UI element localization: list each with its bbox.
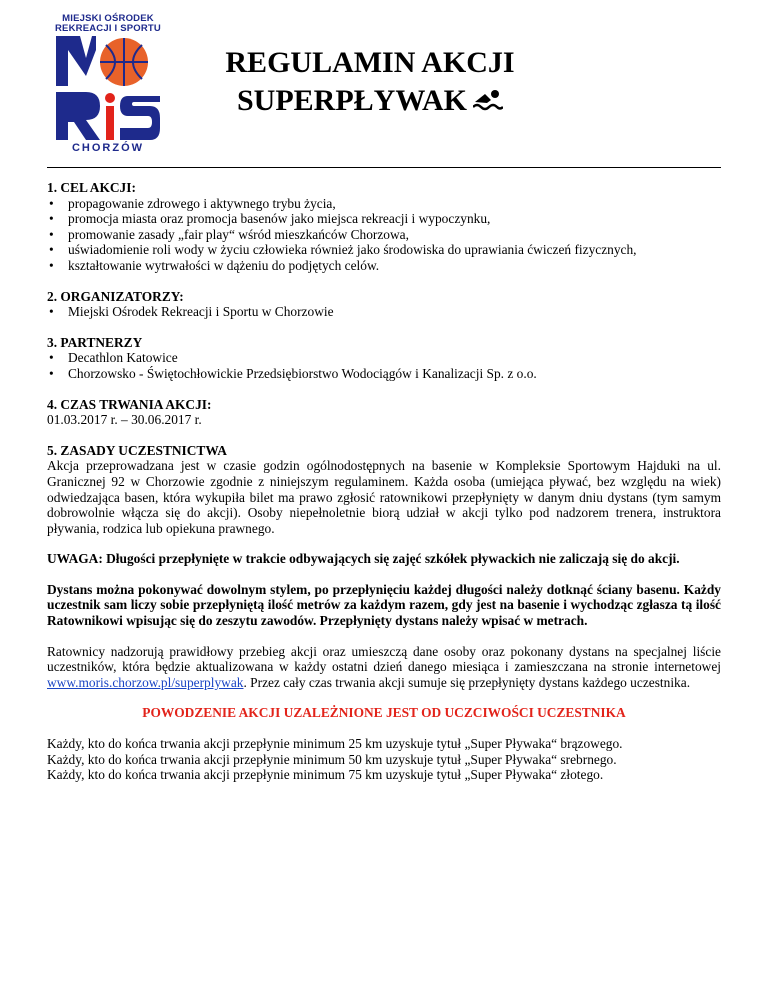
list-item: • promowanie zasady „fair play“ wśród mieszkańców Chorzowa, xyxy=(47,227,721,243)
list-item: • Decathlon Katowice xyxy=(47,350,721,366)
page-title xyxy=(190,44,550,120)
moris-logo xyxy=(48,14,168,160)
logo-top-line1: MIEJSKI OŚRODEK xyxy=(62,13,154,24)
list-item: • Miejski Ośrodek Rekreacji i Sportu w Chorzowie xyxy=(47,304,721,320)
section-partnerzy xyxy=(47,335,721,382)
honesty-notice: POWODZENIE AKCJI UZALEŻNIONE JEST OD UCZCIWOŚCI UCZESTNIKA xyxy=(142,705,626,721)
document-header xyxy=(40,8,730,168)
moris-emblem-icon xyxy=(56,36,160,140)
section-zasady xyxy=(47,443,721,783)
title-line-2-text: SUPERPŁYWAK xyxy=(236,84,468,117)
section-heading: 4. CZAS TRWANIA AKCJI: xyxy=(47,396,212,412)
superplywak-link[interactable]: www.moris.chorzow.pl/superplywak xyxy=(47,674,244,690)
list-item: • promocja miasta oraz promocja basenów jako miejsca rekreacji i wypoczynku, xyxy=(47,211,721,227)
organizers-list xyxy=(47,304,721,320)
list-item: • kształtowanie wytrwałości w dążeniu do podjętych celów. xyxy=(47,258,721,274)
warning-paragraph: UWAGA: Długości przepłynięte w trakcie odbywających się zajęć szkółek pływackich nie zaliczają się do akcji. xyxy=(47,551,680,567)
date-range: 01.03.2017 r. – 30.06.2017 r. xyxy=(47,412,202,428)
section-heading: 2. ORGANIZATORZY: xyxy=(47,288,184,304)
logo-bottom-text: CHORZÓW xyxy=(71,142,145,154)
list-item: • Chorzowsko - Świętochłowickie Przedsiębiorstwo Wodociągów i Kanalizacji Sp. z o.o. xyxy=(47,366,721,382)
logo-top-text xyxy=(48,14,168,34)
section-czas xyxy=(47,397,721,428)
title-line-1: REGULAMIN AKCJI xyxy=(225,46,515,79)
section-organizatorzy xyxy=(47,289,721,320)
goals-list xyxy=(47,196,721,274)
rules-paragraph-3 xyxy=(47,644,721,691)
document-body xyxy=(47,180,721,783)
paragraph-text: . Przez cały czas trwania akcji sumuje się przepłynięty dystans każdego uczestnika. xyxy=(243,674,691,690)
header-divider xyxy=(47,167,721,168)
swimmer-icon xyxy=(473,88,503,112)
section-heading: 1. CEL AKCJI: xyxy=(47,180,136,195)
section-cel xyxy=(47,180,721,274)
rules-paragraph-2: Dystans można pokonywać dowolnym stylem, po przepłynięciu każdej długości należy dotknąć ściany basenu. Każdy uczestnik sam liczy sobie przepłyniętą ilość metrów za każdym razem, gdy jest na basenie i wychodząc zgłasza tą ilość Ratownikowi wpisując się do zeszytu zawodów. Przepłynięty dystans należy wpisać w metrach. xyxy=(47,581,721,629)
section-heading: 3. PARTNERZY xyxy=(47,334,143,350)
title-line-2 xyxy=(190,82,550,120)
level-silver: Każdy, kto do końca trwania akcji przepłynie minimum 50 km uzyskuje tytuł „Super Pływaka“ srebrnego. xyxy=(47,751,617,767)
list-item: • uświadomienie roli wody w życiu człowieka również jako środowiska do uprawiania ćwiczeń fizycznych, xyxy=(47,242,721,258)
list-item: • propagowanie zdrowego i aktywnego trybu życia, xyxy=(47,196,721,212)
level-bronze: Każdy, kto do końca trwania akcji przepłynie minimum 25 km uzyskuje tytuł „Super Pływaka“ brązowego. xyxy=(47,736,623,752)
rules-paragraph-1: Akcja przeprowadzana jest w czasie godzin ogólnodostępnych na basenie w Kompleksie Sportowym Hajduki na ul. Granicznej 92 w Chorzowie zgodnie z niniejszym regulaminem. Każda osoba (umiejąca pływać, bez względu na wiek) odwiedzająca basen, która wykupiła bilet ma prawo zgłosić ratownikowi przepłynięty w danym dniu dystans (tym samym dobrowolnie włącza się do akcji). Osoby niepełnoletnie biorą udział w akcji tylko pod nadzorem trenera, instruktora pływania, rodzica lub opiekuna prawnego. xyxy=(47,458,721,536)
section-heading: 5. ZASADY UCZESTNICTWA xyxy=(47,442,227,458)
level-gold: Każdy, kto do końca trwania akcji przepłynie minimum 75 km uzyskuje tytuł „Super Pływaka“ złotego. xyxy=(47,767,604,783)
partners-list xyxy=(47,350,721,381)
logo-top-line2: REKREACJI I SPORTU xyxy=(54,23,161,34)
paragraph-text: Ratownicy nadzorują prawidłowy przebieg akcji oraz umieszczą dane osoby oraz pokonany dystans na specjalnej liście uczestników, która będzie aktualizowana w każdy ostatni dzień danego miesiąca i zamieszczana na stronie internetowej xyxy=(47,643,721,675)
